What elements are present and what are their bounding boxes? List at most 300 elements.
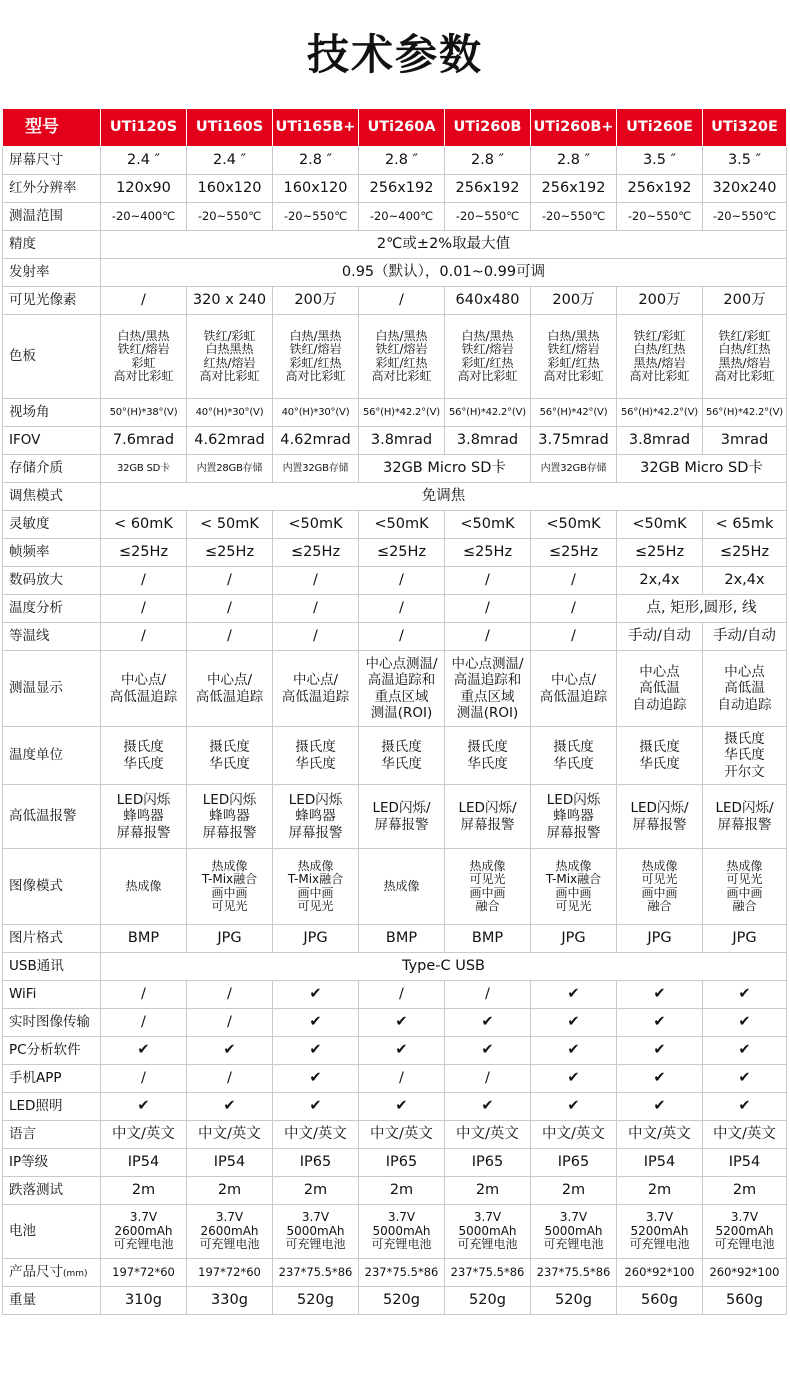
pc-label xyxy=(3,1037,101,1065)
cell-line: 融合 xyxy=(647,898,672,913)
ip-label xyxy=(3,1149,101,1177)
spec-cell: 2.8 ″ xyxy=(359,147,445,175)
cell-line: 中心点/ xyxy=(120,672,167,689)
cell-line: 蜂鸣器 xyxy=(295,808,336,825)
cell-line: 铁红/熔岩 xyxy=(375,342,428,357)
spec-cell xyxy=(101,651,187,727)
spec-cell: 120x90 xyxy=(101,175,187,203)
alarm-label xyxy=(3,785,101,849)
check-icon: ✔ xyxy=(531,1009,617,1037)
check-icon: ✔ xyxy=(273,1037,359,1065)
spec-cell: 520g xyxy=(445,1287,531,1315)
spec-cell: 2m xyxy=(359,1177,445,1205)
spec-cell xyxy=(101,785,187,849)
row-focus xyxy=(3,483,787,511)
accuracy-label xyxy=(3,231,101,259)
range-label-text: 测温范围 xyxy=(9,207,63,224)
spec-cell: 内置32GB存储 xyxy=(273,455,359,483)
spec-cell: 中文/英文 xyxy=(703,1121,787,1149)
spec-cell: 2.8 ″ xyxy=(445,147,531,175)
cell-line: 高对比彩虹 xyxy=(543,368,604,383)
spec-cell xyxy=(101,727,187,785)
check-icon: ✔ xyxy=(273,981,359,1009)
cell-line: 高对比彩虹 xyxy=(457,368,518,383)
size-label-text: 产品尺寸 xyxy=(9,1263,63,1280)
cell-line: 中心点 xyxy=(639,664,680,681)
spec-cell xyxy=(703,727,787,785)
cell-line: 华氏度 xyxy=(381,755,422,772)
spec-cell: 2m xyxy=(703,1177,787,1205)
cell-line: 热成像 xyxy=(641,858,678,873)
spec-cell xyxy=(101,849,187,925)
row-alarm xyxy=(3,785,787,849)
visible_px-label xyxy=(3,287,101,315)
cell-line: 可见光 xyxy=(726,872,763,887)
spec-cell: ≤25Hz xyxy=(531,539,617,567)
spec-cell: 50°(H)*38°(V) xyxy=(101,399,187,427)
cell-line: 可充锂电池 xyxy=(371,1237,432,1252)
cell-line: 画中画 xyxy=(211,885,248,900)
spec-cell: / xyxy=(359,287,445,315)
cell-line: LED闪烁 xyxy=(116,792,171,809)
cell-line: LED闪烁 xyxy=(546,792,601,809)
spec-cell: / xyxy=(359,981,445,1009)
model-label xyxy=(3,109,101,147)
cell-line: 3.7V xyxy=(645,1210,674,1225)
spec-cell: 237*75.5*86 xyxy=(359,1259,445,1287)
emissivity-merged-value: 0.95（默认），0.01~0.99可调 xyxy=(101,259,787,287)
spec-cell xyxy=(617,727,703,785)
spec-cell: 320x240 xyxy=(703,175,787,203)
spec-cell xyxy=(273,727,359,785)
page-title: 技术参数 xyxy=(306,30,483,79)
led-label xyxy=(3,1093,101,1121)
cell-line: 屏幕报警 xyxy=(116,824,171,841)
spec-cell xyxy=(359,651,445,727)
spec-cell: 3mrad xyxy=(703,427,787,455)
spec-cell xyxy=(617,785,703,849)
cell-line: 可见光 xyxy=(641,872,678,887)
ir_res-label xyxy=(3,175,101,203)
spec-cell xyxy=(531,727,617,785)
cell-line: 热成像 xyxy=(383,878,420,893)
display-label-text: 测温显示 xyxy=(9,679,63,696)
cell-line: 铁红/彩虹 xyxy=(718,328,771,343)
spec-cell xyxy=(101,1205,187,1259)
spec-cell xyxy=(445,315,531,399)
spec-cell xyxy=(531,651,617,727)
spec-cell: 200万 xyxy=(703,287,787,315)
check-icon: ✔ xyxy=(445,1037,531,1065)
check-icon: ✔ xyxy=(531,1037,617,1065)
spec-cell xyxy=(273,785,359,849)
spec-cell: / xyxy=(359,623,445,651)
row-ip xyxy=(3,1149,787,1177)
cell-line: 铁红/彩虹 xyxy=(633,328,686,343)
spec-cell: 256x192 xyxy=(445,175,531,203)
cell-line: 华氏度 xyxy=(295,755,336,772)
spec-cell: / xyxy=(531,623,617,651)
cell-line: 5200mAh xyxy=(630,1223,689,1238)
display-label xyxy=(3,651,101,727)
language-label xyxy=(3,1121,101,1149)
spec-cell: / xyxy=(187,981,273,1009)
cell-line: 彩虹/红热 xyxy=(375,355,428,370)
accuracy-merged-value: 2℃或±2%取最大值 xyxy=(101,231,787,259)
spec-cell: 2x,4x xyxy=(703,567,787,595)
cell-line: LED闪烁/ xyxy=(372,800,431,817)
spec-cell: < 65mk xyxy=(703,511,787,539)
spec-cell: 56°(H)*42.2°(V) xyxy=(359,399,445,427)
model-uti160s: UTi160S xyxy=(187,109,273,147)
focus-label-text: 调焦模式 xyxy=(9,487,63,504)
spec-cell: 中文/英文 xyxy=(273,1121,359,1149)
spec-cell: 手动/自动 xyxy=(617,623,703,651)
row-language xyxy=(3,1121,787,1149)
spec-cell xyxy=(617,1205,703,1259)
cell-line: 黑热/熔岩 xyxy=(633,355,686,370)
spec-cell xyxy=(101,315,187,399)
weight-label xyxy=(3,1287,101,1315)
spec-cell: 237*75.5*86 xyxy=(273,1259,359,1287)
spec-cell: -20~550℃ xyxy=(187,203,273,231)
framerate-label xyxy=(3,539,101,567)
cell-line: 铁红/熔岩 xyxy=(547,342,600,357)
spec-cell: / xyxy=(101,567,187,595)
spec-cell xyxy=(531,1205,617,1259)
cell-line: 白热/黑热 xyxy=(117,328,170,343)
spec-cell: < 50mK xyxy=(187,511,273,539)
spec-cell: 320 x 240 xyxy=(187,287,273,315)
spec-cell xyxy=(445,651,531,727)
spec-cell: / xyxy=(187,1065,273,1093)
spec-cell xyxy=(617,849,703,925)
wifi-label-text: WiFi xyxy=(9,985,37,1002)
cell-line: 高对比彩虹 xyxy=(113,368,174,383)
cell-line: 白热/黑热 xyxy=(547,328,600,343)
palette-label-text: 色板 xyxy=(9,347,36,364)
row-accuracy xyxy=(3,231,787,259)
realtime-label xyxy=(3,1009,101,1037)
spec-cell: BMP xyxy=(445,925,531,953)
ifov-label xyxy=(3,427,101,455)
cell-line: 铁红/熔岩 xyxy=(117,342,170,357)
cell-line: 5000mAh xyxy=(286,1223,345,1238)
alarm-label-text: 高低温报警 xyxy=(9,807,77,824)
spec-cell: 中文/英文 xyxy=(531,1121,617,1149)
cell-line: 可见光 xyxy=(297,898,334,913)
spec-cell: JPG xyxy=(273,925,359,953)
spec-cell xyxy=(359,849,445,925)
check-icon: ✔ xyxy=(703,981,787,1009)
fov-label-text: 视场角 xyxy=(9,403,50,420)
unit-label-text: 温度单位 xyxy=(9,746,63,763)
check-icon: ✔ xyxy=(703,1037,787,1065)
spec-cell: <50mK xyxy=(617,511,703,539)
sensitivity-label-text: 灵敏度 xyxy=(9,515,50,532)
spec-cell: 3.5 ″ xyxy=(617,147,703,175)
cell-line: LED闪烁 xyxy=(288,792,343,809)
check-icon: ✔ xyxy=(617,1037,703,1065)
spec-cell xyxy=(187,315,273,399)
row-zoom xyxy=(3,567,787,595)
cell-line: 高对比彩虹 xyxy=(714,368,775,383)
cell-line: 可见光 xyxy=(469,872,506,887)
cell-line: 可见光 xyxy=(555,898,592,913)
spec-cell: 2m xyxy=(617,1177,703,1205)
cell-line: 华氏度 xyxy=(209,755,250,772)
spec-cell: 260*92*100 xyxy=(617,1259,703,1287)
model-uti260e: UTi260E xyxy=(617,109,703,147)
cell-line: 画中画 xyxy=(469,885,506,900)
spec-cell: / xyxy=(445,567,531,595)
cell-line: 可充锂电池 xyxy=(457,1237,518,1252)
spec-cell xyxy=(703,315,787,399)
battery-label-text: 电池 xyxy=(9,1222,36,1239)
spec-cell xyxy=(703,785,787,849)
cell-line: 重点区域 xyxy=(374,688,429,705)
spec-cell: / xyxy=(101,981,187,1009)
check-icon: ✔ xyxy=(359,1009,445,1037)
spec-cell: 中文/英文 xyxy=(101,1121,187,1149)
cell-line: 摄氏度 xyxy=(381,739,422,756)
row-fov xyxy=(3,399,787,427)
cell-line: 2600mAh xyxy=(114,1223,173,1238)
row-model xyxy=(3,109,787,147)
cell-line: 热成像 xyxy=(211,858,248,873)
sensitivity-label xyxy=(3,511,101,539)
spec-cell: 2x,4x xyxy=(617,567,703,595)
spec-cell xyxy=(531,849,617,925)
spec-cell xyxy=(187,849,273,925)
cell-line: 可充锂电池 xyxy=(714,1237,775,1252)
cell-line: 高对比彩虹 xyxy=(285,368,346,383)
screen-label-text: 屏幕尺寸 xyxy=(9,151,63,168)
spec-cell: 520g xyxy=(273,1287,359,1315)
spec-cell: -20~400℃ xyxy=(101,203,187,231)
cell-line: 5200mAh xyxy=(715,1223,774,1238)
spec-cell: 2.8 ″ xyxy=(531,147,617,175)
spec-cell: 640x480 xyxy=(445,287,531,315)
spec-cell: / xyxy=(187,567,273,595)
spec-cell: 内置28GB存储 xyxy=(187,455,273,483)
row-screen xyxy=(3,147,787,175)
cell-line: 自动追踪 xyxy=(632,696,687,713)
unit-label xyxy=(3,727,101,785)
cell-line: 融合 xyxy=(475,898,500,913)
spec-cell xyxy=(359,727,445,785)
cell-line: 屏幕报警 xyxy=(374,816,429,833)
cell-line: T-Mix融合 xyxy=(545,872,602,887)
spec-cell: ≤25Hz xyxy=(359,539,445,567)
zoom-label xyxy=(3,567,101,595)
spec-cell: 237*75.5*86 xyxy=(445,1259,531,1287)
cell-line: 屏幕报警 xyxy=(288,824,343,841)
cell-line: 高低温追踪 xyxy=(109,688,178,705)
row-analysis xyxy=(3,595,787,623)
cell-line: 高对比彩虹 xyxy=(629,368,690,383)
spec-table xyxy=(2,108,787,1315)
model-uti320e: UTi320E xyxy=(703,109,787,147)
spec-cell: / xyxy=(445,981,531,1009)
spec-cell: 32GB Micro SD卡 xyxy=(617,455,787,483)
spec-cell: IP65 xyxy=(359,1149,445,1177)
spec-cell: 2m xyxy=(445,1177,531,1205)
spec-cell: 56°(H)*42.2°(V) xyxy=(445,399,531,427)
cell-line: 3.7V xyxy=(215,1210,244,1225)
row-isotherm xyxy=(3,623,787,651)
cell-line: 3.7V xyxy=(559,1210,588,1225)
spec-cell: / xyxy=(445,623,531,651)
spec-cell: / xyxy=(101,623,187,651)
cell-line: 蜂鸣器 xyxy=(123,808,164,825)
spec-cell: ≤25Hz xyxy=(617,539,703,567)
cell-line: 3.7V xyxy=(473,1210,502,1225)
isotherm-label-text: 等温线 xyxy=(9,627,50,644)
spec-cell: / xyxy=(101,595,187,623)
cell-line: 屏幕报警 xyxy=(460,816,515,833)
cell-line: 彩虹 xyxy=(131,355,156,370)
spec-cell: 237*75.5*86 xyxy=(531,1259,617,1287)
spec-cell: < 60mK xyxy=(101,511,187,539)
spec-cell: 56°(H)*42.2°(V) xyxy=(703,399,787,427)
spec-cell: 中文/英文 xyxy=(359,1121,445,1149)
row-size xyxy=(3,1259,787,1287)
emissivity-label-text: 发射率 xyxy=(9,263,50,280)
row-ir_res xyxy=(3,175,787,203)
spec-cell xyxy=(359,315,445,399)
spec-cell: ≤25Hz xyxy=(273,539,359,567)
cell-line: 可充锂电池 xyxy=(199,1237,260,1252)
check-icon: ✔ xyxy=(531,981,617,1009)
spec-cell: <50mK xyxy=(359,511,445,539)
spec-cell: / xyxy=(187,595,273,623)
framerate-label-text: 帧频率 xyxy=(9,543,50,560)
row-sensitivity xyxy=(3,511,787,539)
check-icon: ✔ xyxy=(273,1009,359,1037)
cell-line: 测温(ROI) xyxy=(370,704,433,721)
cell-line: 白热黑热 xyxy=(205,342,254,357)
spec-cell: / xyxy=(101,287,187,315)
spec-cell: 40°(H)*30°(V) xyxy=(273,399,359,427)
spec-cell: 160x120 xyxy=(187,175,273,203)
fov-label xyxy=(3,399,101,427)
cell-line: 中心点 xyxy=(724,664,765,681)
spec-cell xyxy=(273,1205,359,1259)
spec-cell: -20~550℃ xyxy=(531,203,617,231)
cell-line: 2600mAh xyxy=(200,1223,259,1238)
cell-line: 高低温 xyxy=(724,680,765,697)
cell-line: 5000mAh xyxy=(458,1223,517,1238)
check-icon: ✔ xyxy=(359,1037,445,1065)
focus-merged-value: 免调焦 xyxy=(101,483,787,511)
spec-cell: ≤25Hz xyxy=(101,539,187,567)
spec-cell xyxy=(445,1205,531,1259)
image_mode-label xyxy=(3,849,101,925)
spec-cell: 2.4 ″ xyxy=(187,147,273,175)
spec-cell: 2.4 ″ xyxy=(101,147,187,175)
spec-cell: 4.62mrad xyxy=(187,427,273,455)
spec-cell xyxy=(617,651,703,727)
spec-cell: 中文/英文 xyxy=(445,1121,531,1149)
cell-line: T-Mix融合 xyxy=(287,872,344,887)
row-storage xyxy=(3,455,787,483)
battery-label xyxy=(3,1205,101,1259)
spec-cell: / xyxy=(273,595,359,623)
screen-label xyxy=(3,147,101,175)
cell-line: 摄氏度 xyxy=(467,739,508,756)
cell-line: 高低温追踪 xyxy=(539,688,608,705)
check-icon: ✔ xyxy=(617,1093,703,1121)
spec-cell xyxy=(187,651,273,727)
cell-line: 画中画 xyxy=(641,885,678,900)
cell-line: 5000mAh xyxy=(372,1223,431,1238)
check-icon: ✔ xyxy=(187,1037,273,1065)
spec-cell: 32GB Micro SD卡 xyxy=(359,455,531,483)
cell-line: 华氏度 xyxy=(639,755,680,772)
spec-cell: BMP xyxy=(101,925,187,953)
spec-cell: 260*92*100 xyxy=(703,1259,787,1287)
spec-cell: 330g xyxy=(187,1287,273,1315)
spec-cell: 3.8mrad xyxy=(359,427,445,455)
spec-cell xyxy=(445,727,531,785)
row-weight xyxy=(3,1287,787,1315)
weight-label-text: 重量 xyxy=(9,1291,36,1308)
cell-line: 中心点/ xyxy=(292,672,339,689)
spec-cell: 56°(H)*42°(V) xyxy=(531,399,617,427)
cell-line: 华氏度 xyxy=(553,755,594,772)
spec-cell: 3.75mrad xyxy=(531,427,617,455)
size-unit: (mm) xyxy=(63,1268,88,1279)
spec-cell: 200万 xyxy=(617,287,703,315)
cell-line: 白热/红热 xyxy=(633,342,686,357)
spec-cell xyxy=(187,727,273,785)
usb-label-text: USB通讯 xyxy=(9,957,64,974)
row-display xyxy=(3,651,787,727)
spec-cell: IP54 xyxy=(187,1149,273,1177)
cell-line: 重点区域 xyxy=(460,688,515,705)
spec-cell: 310g xyxy=(101,1287,187,1315)
spec-cell: JPG xyxy=(531,925,617,953)
spec-cell: / xyxy=(531,567,617,595)
spec-cell: / xyxy=(187,623,273,651)
cell-line: T-Mix融合 xyxy=(201,872,258,887)
spec-cell: 4.62mrad xyxy=(273,427,359,455)
spec-cell: 2.8 ″ xyxy=(273,147,359,175)
cell-line: 高低温 xyxy=(639,680,680,697)
spec-cell: 56°(H)*42.2°(V) xyxy=(617,399,703,427)
storage-label-text: 存储介质 xyxy=(9,459,63,476)
cell-line: 铁红/彩虹 xyxy=(203,328,256,343)
spec-cell: 256x192 xyxy=(617,175,703,203)
spec-cell: 40°(H)*30°(V) xyxy=(187,399,273,427)
spec-cell: IP54 xyxy=(703,1149,787,1177)
cell-line: 屏幕报警 xyxy=(632,816,687,833)
ip-label-text: IP等级 xyxy=(9,1153,49,1170)
accuracy-label-text: 精度 xyxy=(9,235,36,252)
spec-cell xyxy=(531,785,617,849)
cell-line: 彩虹/红热 xyxy=(547,355,600,370)
cell-line: 中心点测温/ xyxy=(451,656,524,673)
cell-line: 华氏度 xyxy=(123,755,164,772)
spec-cell: IP65 xyxy=(273,1149,359,1177)
spec-cell: 2m xyxy=(273,1177,359,1205)
led-label-text: LED照明 xyxy=(9,1097,63,1114)
spec-cell: 中文/英文 xyxy=(617,1121,703,1149)
cell-line: 摄氏度 xyxy=(639,739,680,756)
spec-cell: ≤25Hz xyxy=(703,539,787,567)
row-realtime xyxy=(3,1009,787,1037)
